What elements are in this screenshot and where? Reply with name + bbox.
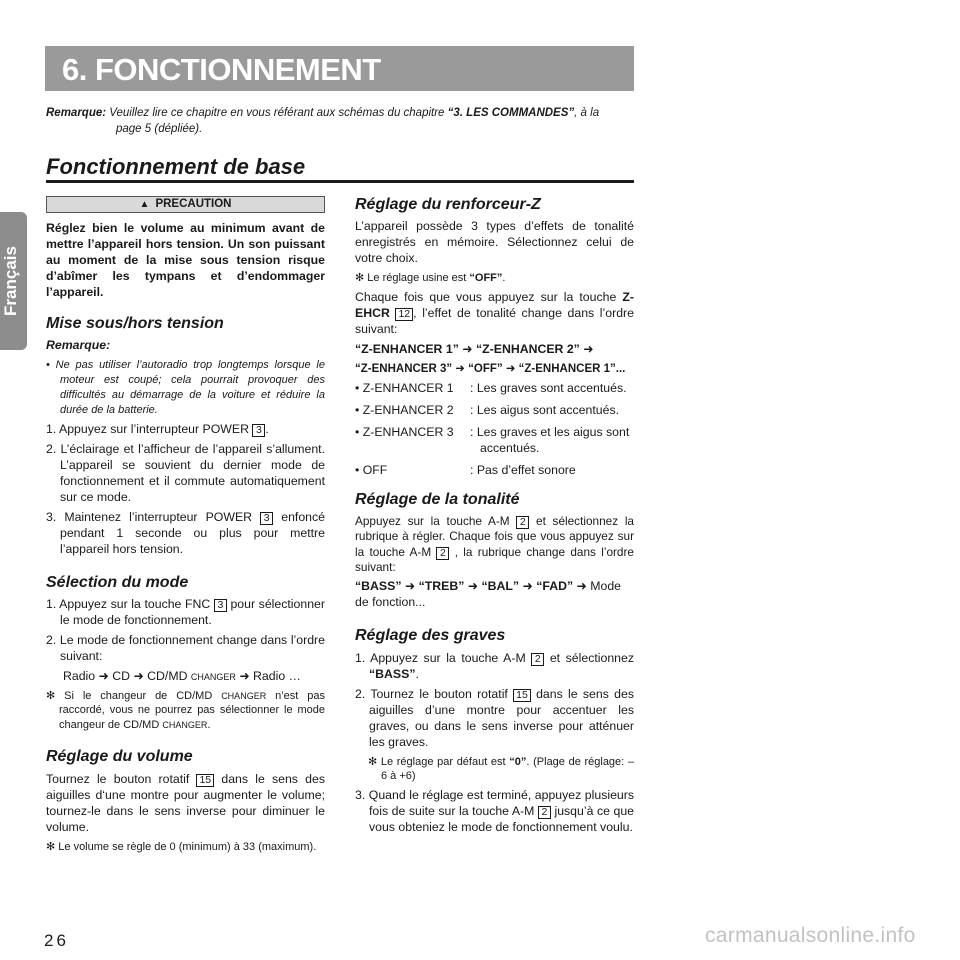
remark-text-1: Veuillez lire ce chapitre en vous référant aux schémas du chapitre [106, 107, 448, 119]
remark-note [46, 106, 634, 137]
key-2: 2 [538, 806, 551, 819]
key-3: 3 [214, 599, 227, 612]
volume-note: ✻ Le volume se règle de 0 (minimum) à 33 (maximum). [46, 840, 317, 853]
left-column [46, 196, 325, 858]
mode-heading: Sélection du mode [46, 573, 189, 591]
mode-note: ✻ Si le changeur de CD/MD CHANGER n’est pas raccordé, vous ne pourrez pas sélectionner le mode changeur de CD/MD CHANGER. [46, 689, 325, 731]
bass-step-2: 2. Tournez le bouton rotatif 15 dans le sens des aiguilles d’une montre pour accentuer les graves, ou dans le sens inverse pour atténuer les graves. [355, 686, 634, 749]
volume-text: Tournez le bouton rotatif 15 dans le sens des aiguilles d‘une montre pour augmenter le volume; tournez-le dans le sens inverse pour diminuer le volume. [46, 771, 325, 834]
power-step-3: 3. Maintenez l’interrupteur POWER 3 enfoncé pendant 1 seconde ou plus pour mettre l’appareil hors tension. [46, 509, 325, 556]
caution-box [46, 196, 325, 213]
zenhancer-item-1: • Z-ENHANCER 1 : Les graves sont accentués. [355, 380, 627, 395]
key-15: 15 [513, 689, 531, 702]
power-step-1: 1. Appuyez sur l’interrupteur POWER 3 . [46, 421, 269, 436]
bass-step-3: 3. Quand le réglage est terminé, appuyez plusieurs fois de suite sur la touche A-M 2 jusqu’à ce que vous obteniez le mode de fonctionnement voulu. [355, 787, 634, 834]
power-step-2: 2. L’éclairage et l’afficheur de l’appareil s’allument. L’appareil se souvient du dernier mode de fonctionnement et il commute automatiquement sur ce mode. [46, 441, 325, 504]
chapter-banner [45, 46, 634, 91]
caution-label: PRECAUTION [155, 198, 232, 210]
remark-text-3: page 5 (dépliée). [116, 122, 203, 135]
zenhancer-sequence-1: “Z-ENHANCER 1” ➜ “Z-ENHANCER 2” ➜ [355, 341, 594, 356]
power-heading: Mise sous/hors tension [46, 314, 224, 332]
remark-text-2: , à la [574, 107, 600, 119]
page-number: 26 [44, 931, 69, 950]
key-3: 3 [252, 424, 265, 437]
key-2: 2 [531, 653, 544, 666]
mode-step-2: 2. Le mode de fonctionnement change dans l’ordre suivant: [46, 632, 325, 663]
language-tab [0, 212, 27, 350]
remark-label: Remarque: [46, 107, 107, 119]
chapter-title: 6. FONCTIONNEMENT [62, 52, 381, 87]
watermark: carmanualsonline.info [705, 924, 916, 947]
mode-sequence: Radio ➜ CD ➜ CD/MD CHANGER ➜ Radio … [63, 668, 301, 683]
volume-heading: Réglage du volume [46, 748, 193, 766]
right-column [355, 196, 634, 840]
zenhancer-item-4: • OFF : Pas d’effet sonore [355, 462, 576, 477]
language-tab-label: Français [1, 246, 20, 316]
mode-step-1: 1. Appuyez sur la touche FNC 3 pour sélectionner le mode de fonctionnement. [46, 596, 325, 627]
tone-text: Appuyez sur la touche A-M 2 et sélectionnez la rubrique à régler. Chaque fois que vous appuyez sur la touche A-M 2 , la rubrique change dans l’ordre suivant: [355, 514, 634, 575]
zenhancer-intro: L’appareil possède 3 types d’effets de tonalité enregistrés en mémoire. Sélectionnez celui de votre choix. [355, 219, 634, 266]
bass-step-1: 1. Appuyez sur la touche A-M 2 et sélectionnez “BASS”. [355, 650, 634, 681]
zenhancer-sequence-2: “Z-ENHANCER 3” ➜ “OFF” ➜ “Z-ENHANCER 1”... [355, 362, 626, 375]
key-2: 2 [436, 547, 449, 560]
key-3: 3 [260, 512, 273, 525]
zenhancer-default: ✻ Le réglage usine est “OFF”. [355, 272, 506, 285]
power-note-label: Remarque: [46, 338, 111, 353]
zenhancer-press: Chaque fois que vous appuyez sur la touche Z-EHCR 12 , l’effet de tonalité change dans l’ordre suivant: [355, 289, 634, 336]
tone-sequence: “BASS” ➜ “TREB” ➜ “BAL” ➜ “FAD” ➜ Mode de fonction... [355, 579, 622, 610]
section-title: Fonctionnement de base [46, 155, 634, 183]
key-2: 2 [516, 516, 529, 529]
caution-text: Réglez bien le volume au minimum avant de mettre l’appareil hors tension. Un son puissant au moment de la mise sous tension risque d’abîmer les tympans et d’endommager l’appareil. [46, 221, 325, 299]
zenhancer-heading: Réglage du renforceur-Z [355, 196, 541, 213]
remark-chapter-ref: “3. LES COMMANDES” [447, 107, 575, 119]
tone-heading: Réglage de la tonalité [355, 490, 520, 508]
power-note-text: • Ne pas utiliser l’autoradio trop longtemps lorsque le moteur est coupé; cela pourrait provoquer des difficultés au démarrage de la voiture et réduire la durée de la batterie. [46, 359, 325, 416]
bass-heading: Réglage des graves [355, 627, 506, 645]
warning-triangle-icon: ▲ [139, 199, 150, 210]
key-12: 12 [395, 308, 413, 321]
key-15: 15 [196, 774, 214, 787]
zenhancer-item-3: • Z-ENHANCER 3 : Les graves et les aigus sont accentués. [355, 424, 630, 455]
zenhancer-item-2: • Z-ENHANCER 2 : Les aigus sont accentués. [355, 402, 620, 417]
bass-note: ✻ Le réglage par défaut est “0”. (Plage de réglage: –6 à +6) [368, 755, 635, 783]
